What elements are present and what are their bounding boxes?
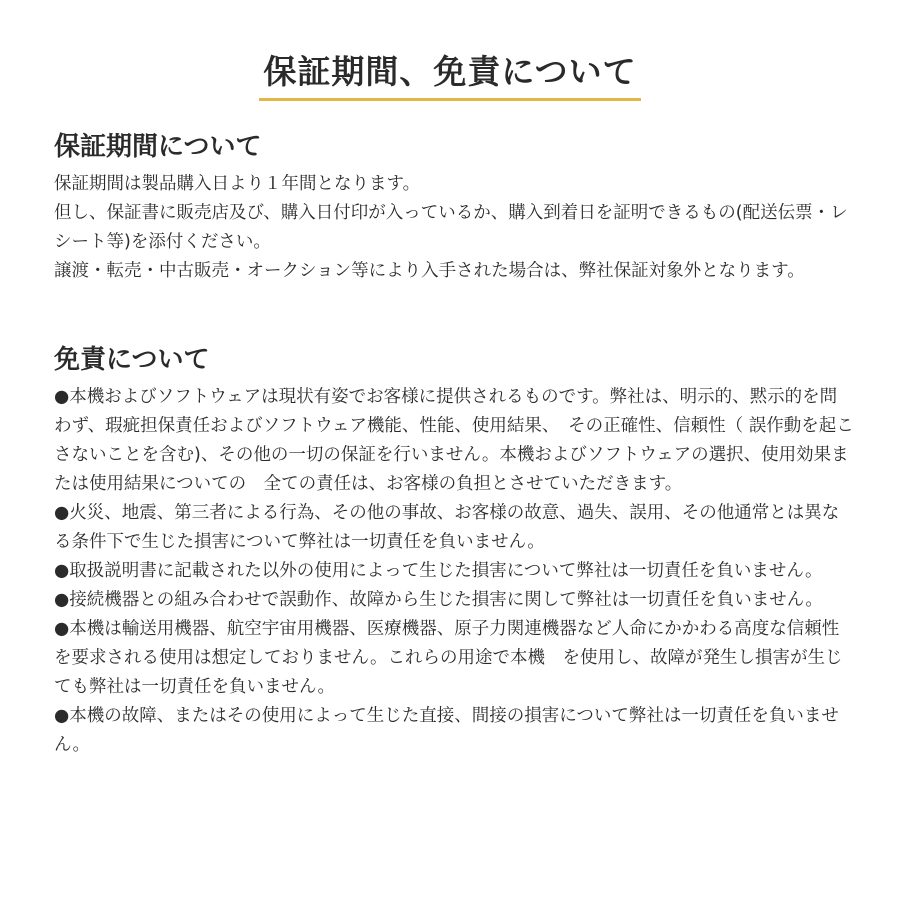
warranty-section: [54, 130, 854, 286]
warranty-paragraph: 譲渡・転売・中古販売・オークション等により入手された場合は、弊社保証対象外となります。: [54, 261, 805, 281]
title-area: [0, 52, 900, 101]
disclaimer-item: ●本機およびソフトウェアは現状有姿でお客様に提供されるものです。弊社は、明示的、黙示的を問わず、瑕疵担保責任およびソフトウェア機能、性能、使用結果、 その正確性、信頼性（ 誤作動を起こさないことを含む)、その他の一切の保証を行いません。本機およびソフトウェアの選択、使用効果または使用結果についての 全ての責任は、お客様の負担とさせていただきます。: [54, 387, 854, 494]
warranty-paragraph: 保証期間は製品購入日より１年間となります。: [54, 174, 421, 194]
disclaimer-item: ●本機の故障、またはその使用によって生じた直接、間接の損害について弊社は一切責任を負いません。: [54, 706, 839, 755]
page-title: 保証期間、免責について: [259, 52, 640, 101]
disclaimer-item: ●火災、地震、第三者による行為、その他の事故、お客様の故意、過失、誤用、その他通常とは異なる条件下で生じた損害について弊社は一切責任を負いません。: [54, 503, 840, 552]
disclaimer-item: ●本機は輸送用機器、航空宇宙用機器、医療機器、原子力関連機器など人命にかかわる高度な信頼性を要求される使用は想定しておりません。これらの用途で本機 を使用し、故障が発生し損害が生じても弊社は一切責任を負いません。: [54, 619, 843, 697]
disclaimer-item: ●接続機器との組み合わせで誤動作、故障から生じた損害に関して弊社は一切責任を負いません。: [54, 590, 823, 610]
disclaimer-item: ●取扱説明書に記載された以外の使用によって生じた損害について弊社は一切責任を負いません。: [54, 561, 823, 581]
disclaimer-section: [54, 343, 854, 760]
warranty-paragraph: 但し、保証書に販売店及び、購入日付印が入っているか、購入到着日を証明できるもの(配送伝票・レシート等)を添付ください。: [54, 203, 848, 252]
warranty-heading: 保証期間について: [54, 132, 262, 162]
disclaimer-heading: 免責について: [54, 345, 210, 375]
